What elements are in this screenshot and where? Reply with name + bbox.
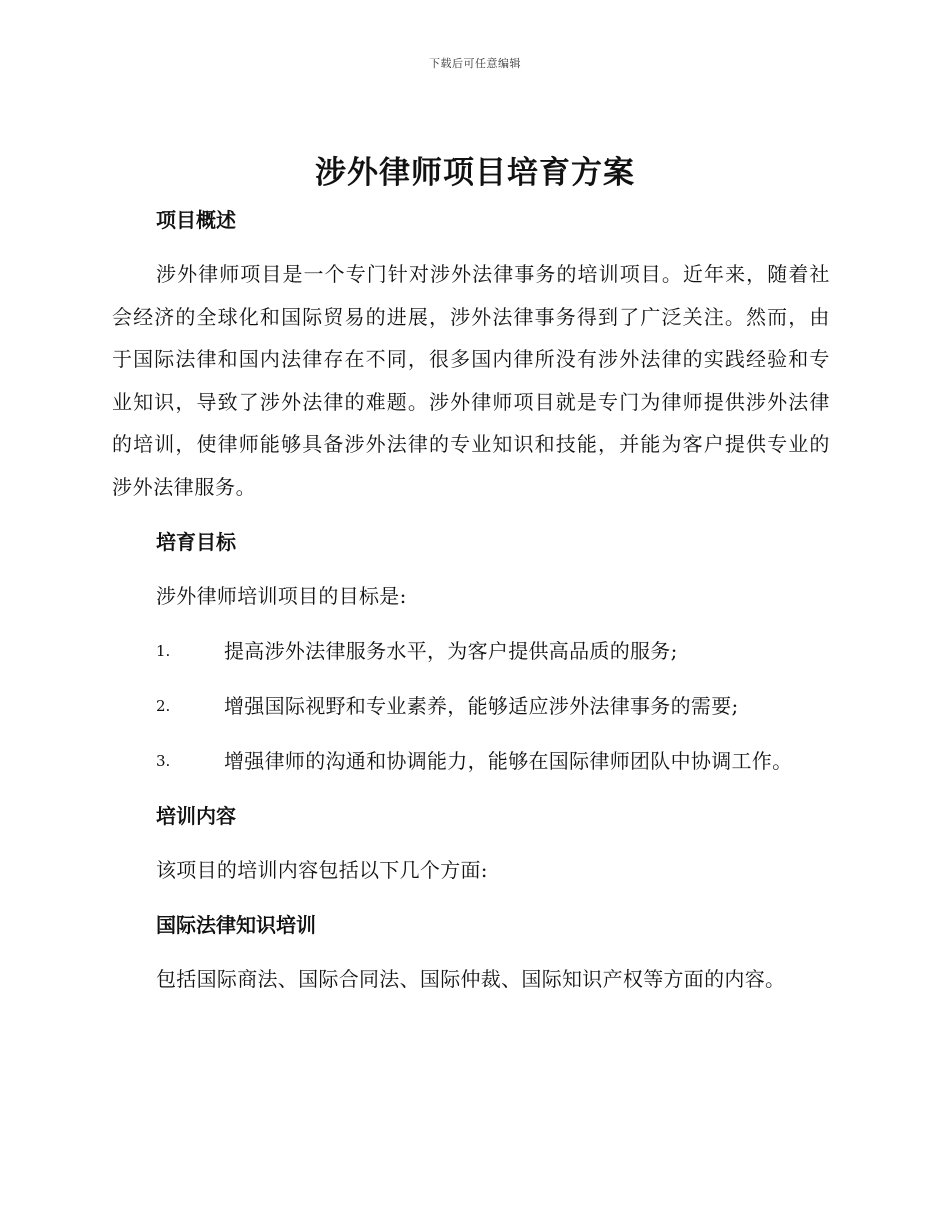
- section-heading-overview: 项目概述: [156, 208, 236, 232]
- section-heading-training-content: 培训内容: [156, 804, 236, 828]
- document-title: 涉外律师项目培育方案: [315, 155, 635, 191]
- header-note: 下载后可任意编辑: [429, 57, 521, 70]
- training-content-intro: 该项目的培训内容包括以下几个方面:: [156, 858, 488, 882]
- international-law-intro: 包括国际商法、国际合同法、国际仲裁、国际知识产权等方面的内容。: [156, 967, 786, 991]
- overview-paragraph: 涉外律师项目是一个专门针对涉外法律事务的培训项目。近年来，随着社会经济的全球化和国际贸易的进展，涉外法律事务得到了广泛关注。然而，由于国际法律和国内法律存在不同，很多国内律所没有涉外法律的实践经验和专业知识，导致了涉外法律的难题。涉外律师项目就是专门为律师提供涉外法律的培训，使律师能够具备涉外法律的专业知识和技能，并能为客户提供专业的涉外法律服务。: [112, 262, 830, 499]
- list-item-number: 3.: [156, 752, 171, 770]
- section-heading-goals: 培育目标: [156, 530, 236, 554]
- section-heading-international-law: 国际法律知识培训: [156, 913, 316, 937]
- list-item-number: 1.: [156, 642, 171, 660]
- list-item-number: 2.: [156, 697, 171, 715]
- list-item-text: 增强国际视野和专业素养，能够适应涉外法律事务的需要;: [224, 694, 739, 718]
- list-item-text: 提高涉外法律服务水平，为客户提供高品质的服务;: [224, 639, 678, 663]
- goals-intro: 涉外律师培训项目的目标是:: [156, 584, 407, 608]
- list-item-text: 增强律师的沟通和协调能力，能够在国际律师团队中协调工作。: [224, 749, 793, 773]
